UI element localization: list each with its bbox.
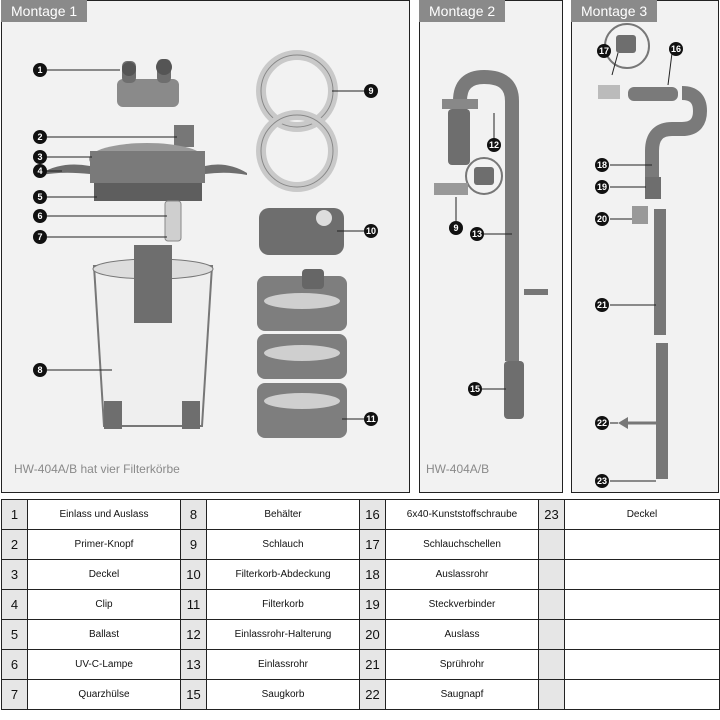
- part-number: 6: [2, 650, 28, 680]
- empty-cell: [539, 620, 565, 650]
- callout-6: [33, 209, 47, 223]
- part-number: 9: [181, 530, 207, 560]
- callout-16: [669, 42, 683, 56]
- svg-text:4: 4: [37, 166, 43, 176]
- callout-20: [595, 212, 609, 226]
- svg-text:21: 21: [596, 300, 608, 310]
- part-name: Einlassrohr-Halterung: [207, 620, 360, 650]
- part-number: 20: [360, 620, 386, 650]
- part-number: 3: [2, 560, 28, 590]
- callout-markers: [595, 42, 683, 488]
- svg-text:15: 15: [469, 384, 481, 394]
- part-hoses: [261, 55, 333, 187]
- callout-19: [595, 180, 609, 194]
- svg-text:12: 12: [488, 140, 500, 150]
- montage-2-illustration: [420, 1, 564, 494]
- callout-5: [33, 190, 47, 204]
- part-name: Deckel: [28, 560, 181, 590]
- part-number: 11: [181, 590, 207, 620]
- empty-cell: [539, 560, 565, 590]
- part-name: Primer-Knopf: [28, 530, 181, 560]
- svg-text:22: 22: [596, 418, 608, 428]
- table-row: [2, 650, 720, 680]
- part-name: Einlassrohr: [207, 650, 360, 680]
- part-container: [93, 245, 213, 429]
- panel-montage-2: [419, 0, 563, 493]
- part-name: Quarzhülse: [28, 680, 181, 710]
- panel-montage-1: [1, 0, 410, 493]
- callout-7: [33, 230, 47, 244]
- part-name: Einlass und Auslass: [28, 500, 181, 530]
- part-name: Auslass: [386, 620, 539, 650]
- panel-title: Montage 2: [419, 0, 505, 22]
- part-number: 1: [2, 500, 28, 530]
- part-name: Filterkorb: [207, 590, 360, 620]
- part-number: 23: [539, 500, 565, 530]
- part-name: Steckverbinder: [386, 590, 539, 620]
- part-name: Saugkorb: [207, 680, 360, 710]
- svg-text:6: 6: [37, 211, 43, 221]
- table-row: [2, 530, 720, 560]
- part-number: 8: [181, 500, 207, 530]
- part-outlet-pipe: [598, 24, 700, 224]
- callout-13: [470, 227, 484, 241]
- empty-cell: [565, 590, 720, 620]
- svg-text:19: 19: [596, 182, 608, 192]
- part-number: 19: [360, 590, 386, 620]
- part-number: 7: [2, 680, 28, 710]
- parts-table: [1, 499, 720, 710]
- callout-15: [468, 382, 482, 396]
- empty-cell: [539, 590, 565, 620]
- part-number: 21: [360, 650, 386, 680]
- part-number: 16: [360, 500, 386, 530]
- part-inlet-outlet: [117, 59, 179, 107]
- part-name: Deckel: [565, 500, 720, 530]
- callout-18: [595, 158, 609, 172]
- callout-21: [595, 298, 609, 312]
- callout-2: [33, 130, 47, 144]
- svg-text:11: 11: [366, 414, 376, 424]
- empty-cell: [565, 620, 720, 650]
- svg-text:10: 10: [365, 226, 377, 236]
- svg-text:7: 7: [37, 232, 43, 242]
- part-name: Clip: [28, 590, 181, 620]
- callout-8: [33, 363, 47, 377]
- svg-text:3: 3: [37, 152, 43, 162]
- svg-text:9: 9: [453, 223, 459, 233]
- part-number: 15: [181, 680, 207, 710]
- callout-10: [364, 224, 378, 238]
- svg-text:23: 23: [596, 476, 608, 486]
- empty-cell: [565, 650, 720, 680]
- svg-text:2: 2: [37, 132, 43, 142]
- table-row: [2, 680, 720, 710]
- table-row: [2, 500, 720, 530]
- part-name: Behälter: [207, 500, 360, 530]
- panel-title: Montage 1: [1, 0, 87, 22]
- part-name: Auslassrohr: [386, 560, 539, 590]
- empty-cell: [565, 530, 720, 560]
- callout-3: [33, 150, 47, 164]
- empty-cell: [539, 680, 565, 710]
- part-number: 22: [360, 680, 386, 710]
- svg-text:18: 18: [596, 160, 608, 170]
- part-number: 17: [360, 530, 386, 560]
- svg-text:1: 1: [37, 65, 43, 75]
- part-number: 2: [2, 530, 28, 560]
- callout-23: [595, 474, 609, 488]
- part-number: 4: [2, 590, 28, 620]
- table-row: [2, 620, 720, 650]
- part-name: Saugnapf: [386, 680, 539, 710]
- model-note: HW-404A/B hat vier Filterkörbe: [14, 462, 180, 476]
- part-name: Sprührohr: [386, 650, 539, 680]
- part-name: 6x40-Kunststoffschraube: [386, 500, 539, 530]
- svg-text:13: 13: [471, 229, 483, 239]
- empty-cell: [565, 560, 720, 590]
- table-row: [2, 560, 720, 590]
- callout-1: [33, 63, 47, 77]
- callout-17: [597, 44, 611, 58]
- empty-cell: [539, 650, 565, 680]
- part-number: 13: [181, 650, 207, 680]
- svg-text:8: 8: [37, 365, 43, 375]
- callout-11: [364, 412, 378, 426]
- empty-cell: [565, 680, 720, 710]
- svg-text:16: 16: [670, 44, 682, 54]
- panel-title: Montage 3: [571, 0, 657, 22]
- svg-text:17: 17: [598, 46, 610, 56]
- part-number: 10: [181, 560, 207, 590]
- part-number: 12: [181, 620, 207, 650]
- model-note: HW-404A/B: [426, 462, 490, 476]
- part-name: Ballast: [28, 620, 181, 650]
- part-number: 18: [360, 560, 386, 590]
- callout-22: [595, 416, 609, 430]
- svg-text:9: 9: [368, 86, 374, 96]
- montage-3-illustration: [572, 1, 720, 494]
- svg-text:20: 20: [596, 214, 608, 224]
- part-name: Schlauchschellen: [386, 530, 539, 560]
- empty-cell: [539, 530, 565, 560]
- part-filter-baskets: [257, 269, 347, 438]
- table-row: [2, 590, 720, 620]
- panel-montage-3: [571, 0, 719, 493]
- callout-9: [364, 84, 378, 98]
- callout-9: [449, 221, 463, 235]
- part-filter-head: [42, 125, 247, 241]
- part-basket-cover: [259, 208, 344, 255]
- part-spray-bar: [618, 209, 668, 479]
- part-inlet-pipe: [442, 77, 548, 419]
- part-name: UV-C-Lampe: [28, 650, 181, 680]
- callout-4: [33, 164, 47, 178]
- callout-12: [487, 138, 501, 152]
- svg-text:5: 5: [37, 192, 43, 202]
- part-name: Filterkorb-Abdeckung: [207, 560, 360, 590]
- part-number: 5: [2, 620, 28, 650]
- montage-1-illustration: [2, 1, 411, 494]
- part-name: Schlauch: [207, 530, 360, 560]
